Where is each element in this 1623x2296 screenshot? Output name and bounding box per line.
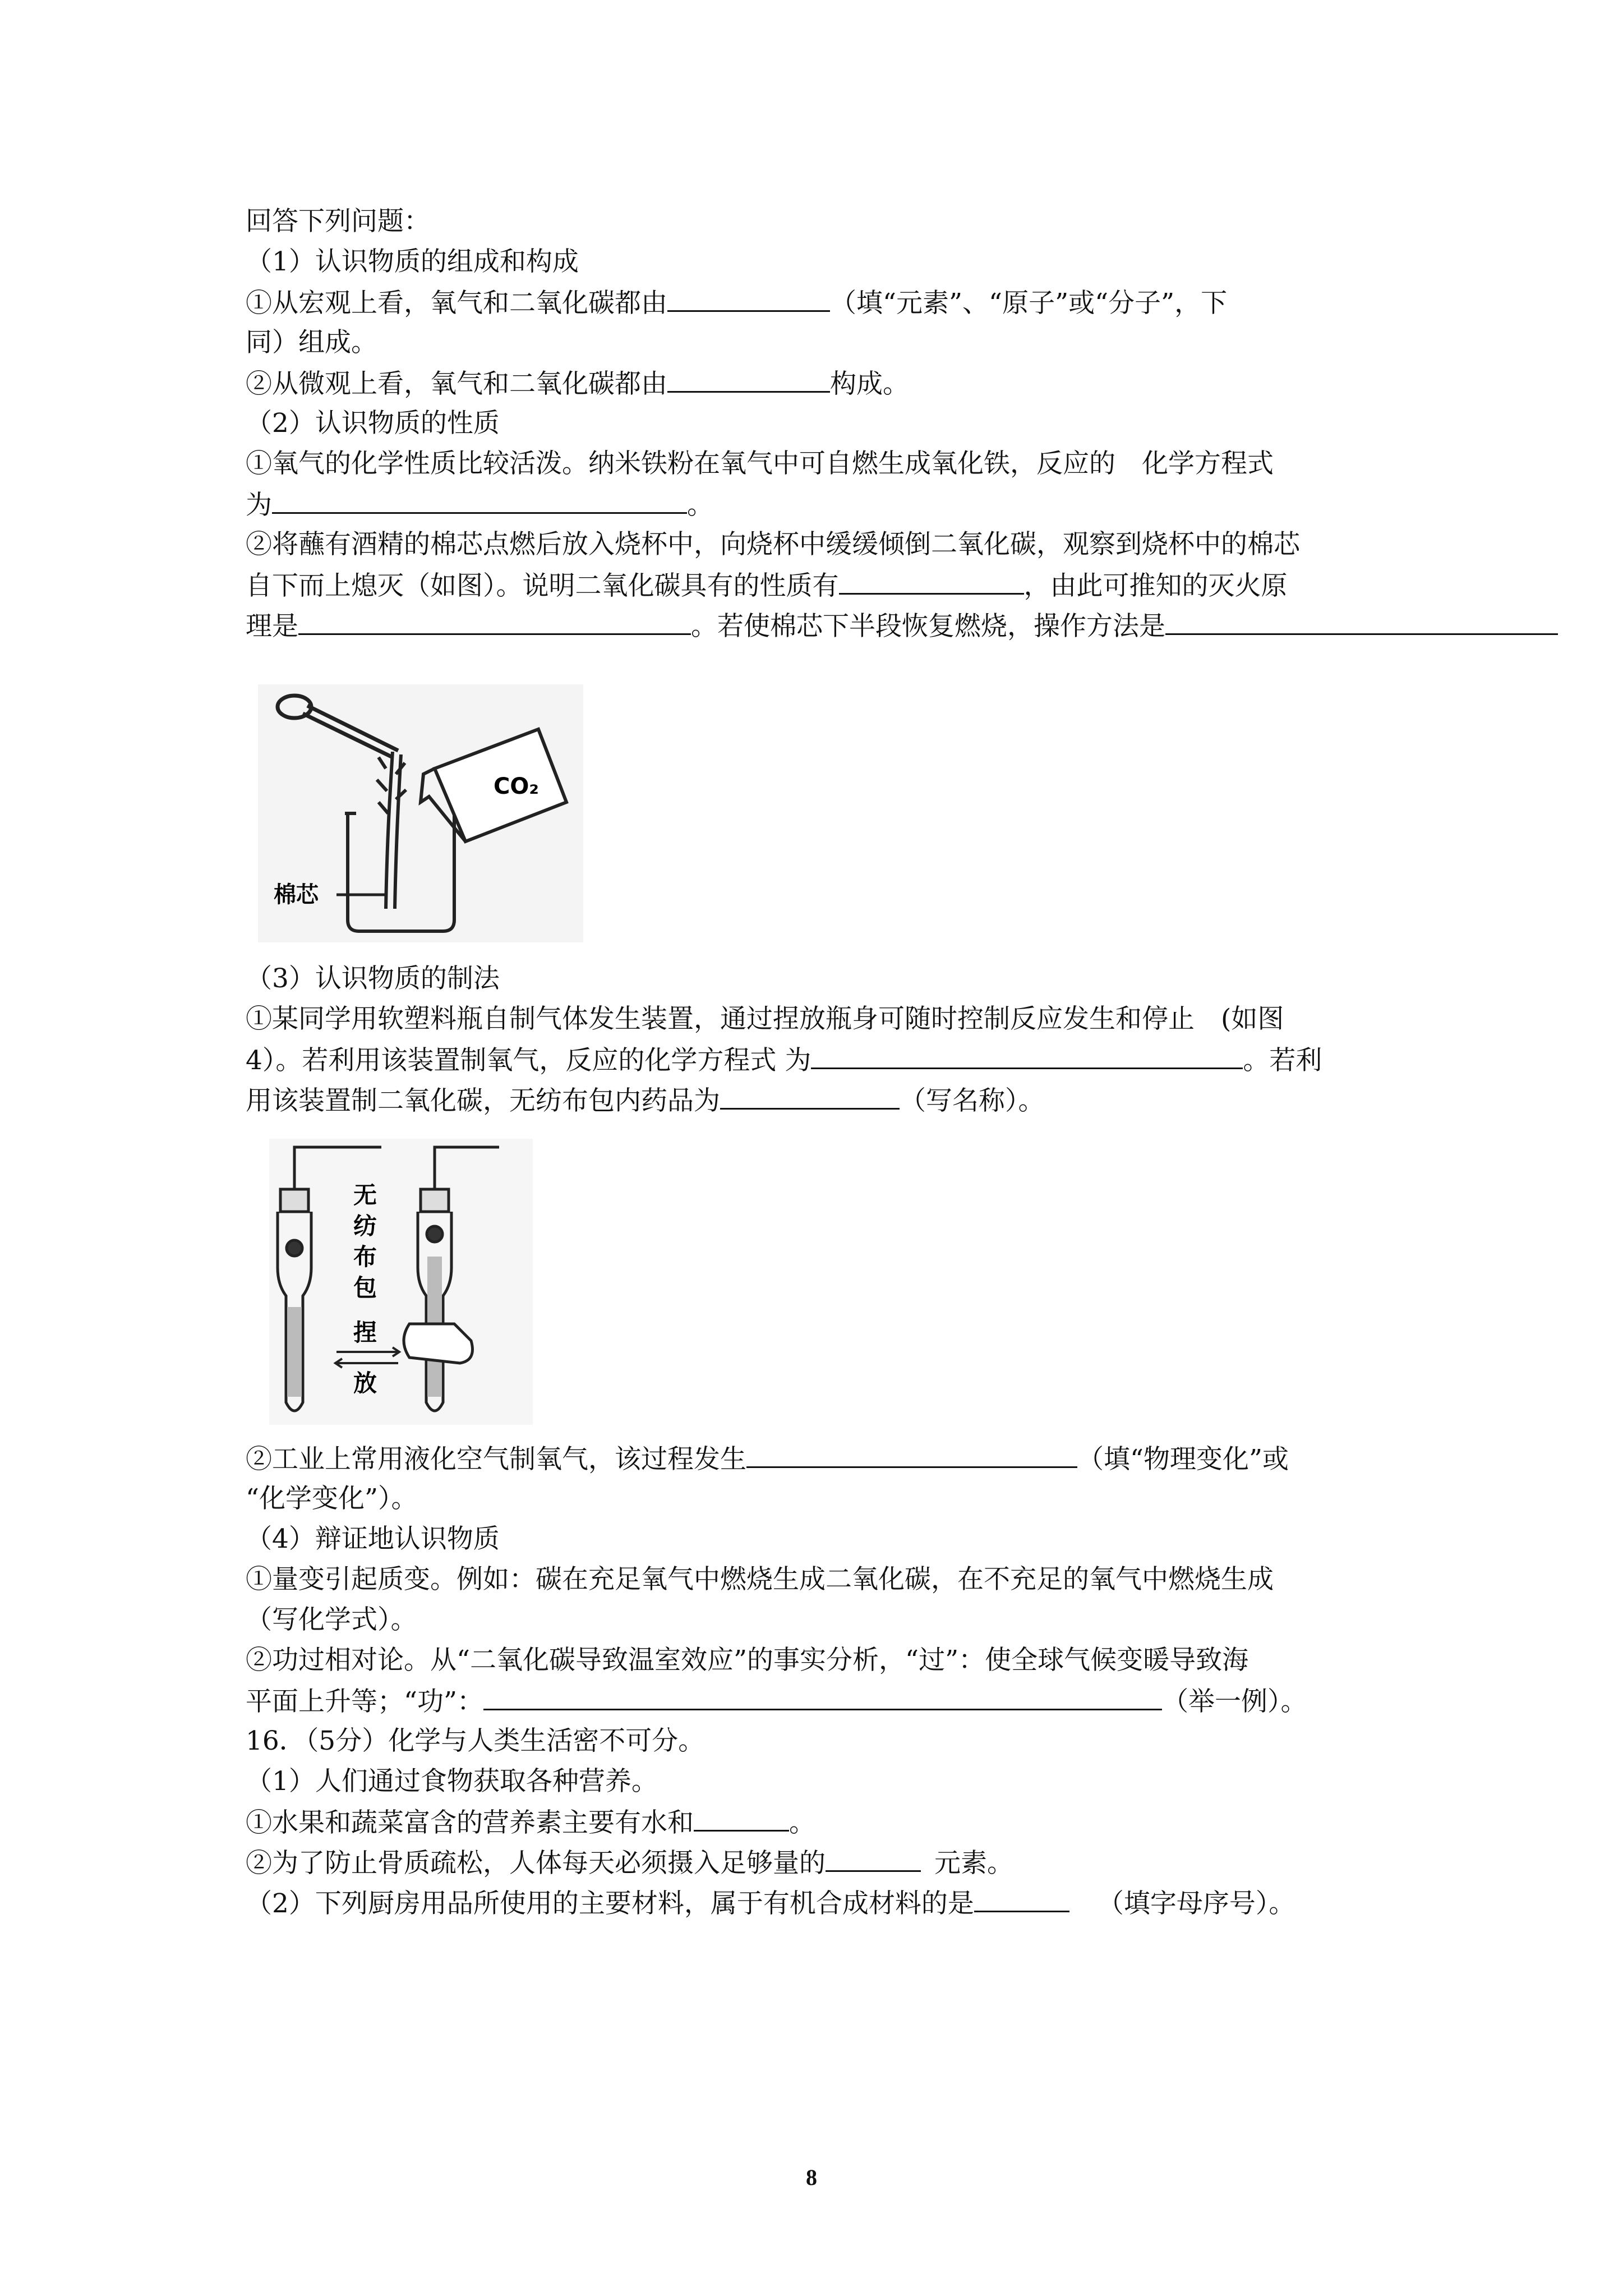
answer-blank[interactable] <box>298 609 691 635</box>
question-line: ②为了防止骨质疏松，人体每天必须摄入足够量的 元素。 <box>246 1846 1013 1880</box>
question-line: 自下而上熄灭（如图）。说明二氧化碳具有的性质有 ，由此可推知的灭火原 <box>246 568 1288 603</box>
question-line: 为 。 <box>246 487 713 522</box>
question-line: （写化学式）。 <box>246 1604 417 1635</box>
question-line: 平面上升等；“功”： （举一例）。 <box>246 1684 1307 1719</box>
section-1-heading: （1）认识物质的组成和构成 <box>246 246 579 277</box>
gas-generator-figure <box>269 1139 533 1425</box>
question-line: ②功过相对论。从“二氧化碳导致温室效应”的事实分析，“过”：使全球气候变暖导致海 <box>246 1645 1249 1676</box>
label-char: 包 <box>353 1274 377 1301</box>
co2-beaker-figure <box>258 684 583 942</box>
question-line: ①某同学用软塑料瓶自制气体发生装置，通过捏放瓶身可随时控制反应发生和停止 (如图 <box>246 1004 1284 1034</box>
release-label: 放 <box>353 1369 377 1397</box>
question-line: ①氧气的化学性质比较活泼。纳米铁粉在氧气中可自燃生成氧化铁，反应的 化学方程式 <box>246 448 1274 479</box>
question-line: （2）下列厨房用品所使用的主要材料，属于有机合成材料的是 （填字母序号）。 <box>246 1886 1295 1921</box>
answer-blank[interactable] <box>974 1886 1069 1912</box>
answer-blank[interactable] <box>826 1846 921 1872</box>
question-line: 4）。若利用该装置制氧气，反应的化学方程式 为 。若利 <box>246 1043 1322 1078</box>
label-char: 布 <box>353 1243 377 1271</box>
answer-blank[interactable] <box>720 1083 900 1110</box>
answer-blank[interactable] <box>483 1684 1162 1710</box>
section-3-heading: （3）认识物质的制法 <box>246 963 500 994</box>
answer-blank[interactable] <box>694 1805 789 1832</box>
question-line: ②从微观上看，氧气和二氧化碳都由 构成。 <box>246 366 909 401</box>
question-line: ①水果和蔬菜富含的营养素主要有水和 。 <box>246 1805 815 1840</box>
answer-blank[interactable] <box>667 286 830 312</box>
liquid-icon <box>287 1307 302 1397</box>
question-line: ①从宏观上看，氧气和二氧化碳都由 （填“元素”、“原子”或“分子”，下 <box>246 286 1227 320</box>
label-char: 无 <box>353 1181 377 1209</box>
section-4-heading: （4）辩证地认识物质 <box>246 1524 500 1554</box>
question-line: （1）人们通过食物获取各种营养。 <box>246 1766 658 1797</box>
question-line: ②工业上常用液化空气制氧气，该过程发生 （填“物理变化”或 <box>246 1442 1289 1476</box>
question-line: 同）组成。 <box>246 327 377 358</box>
question-line: “化学变化”）。 <box>246 1483 418 1514</box>
wick-label: 棉芯 <box>274 882 319 908</box>
question-line: 理是 。若使棉芯下半段恢复燃烧，操作方法是 <box>246 609 1558 643</box>
section-2-heading: （2）认识物质的性质 <box>246 408 500 439</box>
co2-label: CO₂ <box>494 774 539 799</box>
label-char: 纺 <box>353 1212 377 1240</box>
answer-blank[interactable] <box>839 568 1024 595</box>
page-number: 8 <box>806 2165 817 2190</box>
squeeze-label: 捏 <box>353 1319 377 1346</box>
question-line: ②将蘸有酒精的棉芯点燃后放入烧杯中，向烧杯中缓缓倾倒二氧化碳，观察到烧杯中的棉芯 <box>246 529 1300 560</box>
answer-blank[interactable] <box>1165 609 1558 635</box>
intro-line: 回答下列问题： <box>246 206 430 237</box>
question-line: 用该装置制二氧化碳，无纺布包内药品为 （写名称）。 <box>246 1083 1045 1118</box>
question-line: ①量变引起质变。例如：碳在充足氧气中燃烧生成二氧化碳，在不充足的氧气中燃烧生成 <box>246 1564 1274 1595</box>
answer-blank[interactable] <box>746 1442 1077 1468</box>
answer-blank[interactable] <box>667 366 830 393</box>
answer-blank[interactable] <box>811 1043 1243 1069</box>
question-16-heading: 16．（5分）化学与人类生活密不可分。 <box>246 1726 705 1756</box>
answer-blank[interactable] <box>272 487 687 514</box>
